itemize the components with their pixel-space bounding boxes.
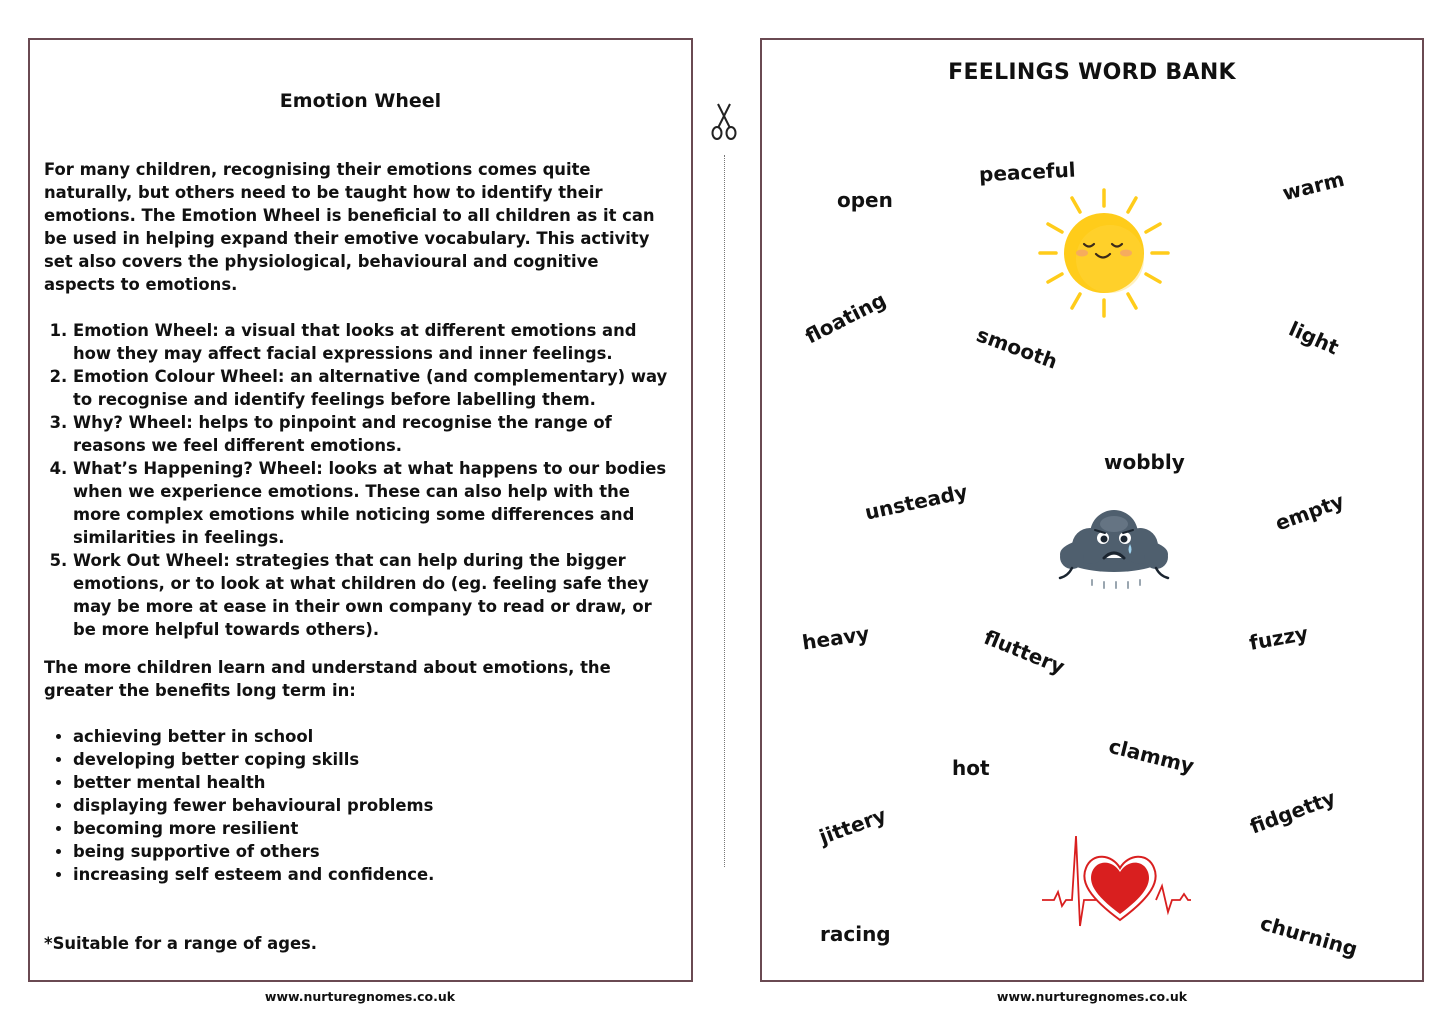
- sad-cloud-icon: [1052, 502, 1176, 596]
- intro-paragraph: For many children, recognising their emotions comes quite naturally, but others need to be taught how to identify their emotions. The Emotion Wheel is beneficial to all children as it can be used in helping expand their emotive vocabulary. This activity set also covers the physiological, behavioural and cognitive aspects to emotions.: [44, 160, 655, 294]
- word-empty: empty: [1272, 488, 1348, 536]
- word-heavy: heavy: [800, 621, 871, 655]
- list-item: • achieving better in school: [73, 725, 671, 748]
- word-churning: churning: [1257, 910, 1361, 962]
- wheel-list: [44, 319, 671, 641]
- cut-line: [724, 155, 725, 867]
- list-item: 2. Emotion Colour Wheel: an alternative (and complementary) way to recognise and identify feelings before labelling them.: [73, 365, 671, 411]
- word-clammy: clammy: [1106, 733, 1197, 779]
- info-content: [44, 158, 671, 955]
- word-fuzzy: fuzzy: [1247, 621, 1310, 655]
- panel-title: Emotion Wheel: [279, 90, 442, 112]
- word-light: light: [1285, 316, 1343, 360]
- word-unsteady: unsteady: [862, 479, 970, 525]
- list-item: • developing better coping skills: [73, 748, 671, 771]
- word-jittery: jittery: [815, 802, 890, 850]
- heartbeat-heart-icon: [1040, 832, 1192, 934]
- list-item: 5. Work Out Wheel: strategies that can help during the bigger emotions, or to look at what children do (eg. feeling safe they may be more at ease in their own company to read or draw, or be more helpful towards others).: [73, 549, 671, 641]
- word-fidgetty: fidgetty: [1246, 785, 1339, 839]
- word-floating: floating: [801, 287, 890, 349]
- list-item: • increasing self esteem and confidence.: [73, 863, 671, 886]
- list-item: • better mental health: [73, 771, 671, 794]
- age-note: *Suitable for a range of ages.: [44, 934, 318, 953]
- word-fluttery: fluttery: [980, 625, 1069, 679]
- left-footer: www.nurturegnomes.co.uk: [264, 989, 456, 1004]
- panel-title: FEELINGS WORD BANK: [948, 60, 1236, 85]
- benefits-intro: The more children learn and understand about emotions, the greater the benefits long term in:: [44, 658, 611, 700]
- info-panel: [28, 38, 693, 982]
- word-smooth: smooth: [973, 322, 1061, 374]
- word-bank-panel: [760, 38, 1424, 982]
- word-open: open: [837, 188, 893, 212]
- word-warm: warm: [1280, 166, 1347, 206]
- list-item: 1. Emotion Wheel: a visual that looks at different emotions and how they may affect facial expressions and inner feelings.: [73, 319, 671, 365]
- word-wobbly: wobbly: [1104, 450, 1185, 474]
- benefits-list: [44, 725, 671, 886]
- word-peaceful: peaceful: [978, 157, 1077, 187]
- list-item: 4. What’s Happening? Wheel: looks at what happens to our bodies when we experience emotions. These can also help with the more complex emotions while noticing some differences and similarities in feelings.: [73, 457, 671, 549]
- list-item: • becoming more resilient: [73, 817, 671, 840]
- word-hot: hot: [952, 756, 990, 780]
- word-racing: racing: [820, 922, 891, 946]
- list-item: 3. Why? Wheel: helps to pinpoint and recognise the range of reasons we feel different emotions.: [73, 411, 671, 457]
- right-footer: www.nurturegnomes.co.uk: [996, 989, 1188, 1004]
- list-item: • being supportive of others: [73, 840, 671, 863]
- scissors-icon: [709, 102, 739, 146]
- list-item: • displaying fewer behavioural problems: [73, 794, 671, 817]
- smiling-sun-icon: [1038, 186, 1170, 324]
